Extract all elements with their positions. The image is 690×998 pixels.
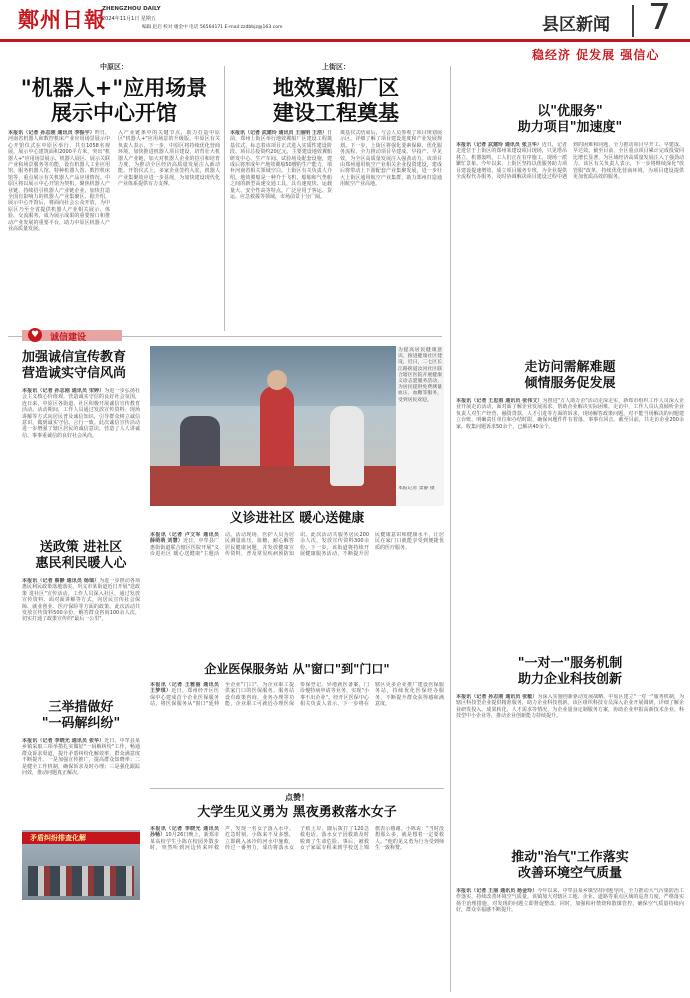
- body-text: 入产业链条中的关键节点，助力打造中原区"机器人+"应用场景的升级版。中原区有关负责人表示，下一步，中原区将持续优化营商环境，加快推进机器人项目建设，培育壮大机器人产业链，加大对机器人企业的招引和培育力度，为推动全区经济高质量发展注入新动能。开馆仪式上，多家企业签约入驻，机器人产业集聚效应进一步显现，为加快建设现代化产业体系提供有力支撑。: [118, 130, 220, 188]
- byline: 本报讯（记者 武建玲 通讯员 王丽明 王浩）: [230, 130, 327, 136]
- handshake-icon: ♥: [28, 328, 42, 342]
- photo-credit: 本报记者 景静 摄: [398, 486, 435, 491]
- story-body-col1: [8, 130, 110, 328]
- byline: 本报讯（记者 孙志刚 通讯员 宋婷）: [22, 388, 105, 394]
- story-title-line1: "一对一"服务机制: [517, 656, 623, 671]
- story-title-line2: 营造诚实守信风尚: [22, 366, 127, 381]
- photo-health-clinic: [150, 346, 396, 506]
- byline: 本报讯（记者 孙志刚 通讯员 张敏）: [456, 694, 538, 700]
- story-body-col1: [230, 130, 332, 328]
- masthead-editors: 编辑 赵启 校对 谢金中 电话 56564171 E-mail:zzdbbjz@163.com: [142, 25, 283, 30]
- story-body: [456, 888, 684, 992]
- byline: 本报讯（记者 卢文军 通讯员 薛萌萌 刘慧）: [150, 532, 219, 545]
- photo-person-red: [260, 386, 294, 476]
- story-kicker: 点赞！: [285, 793, 309, 802]
- slogan: 稳经济 促发展 强信心: [532, 48, 660, 62]
- story-title-line1: "机器人+"应用场景: [20, 76, 208, 100]
- story-body: [456, 694, 684, 824]
- story-policy: [22, 540, 140, 690]
- page-number: 7: [648, 0, 671, 38]
- body-text: 为进一步推动各项惠民利民政策落地落实，巩义市某街道近日开展"送政策 进社区"宣传活动。工作人员深入社区，通过发放宣传资料、面对面讲解等方式，向居民宣传社会保障、就业创业、医疗保险等方面的政策。此次活动共发放宣传资料500余份，解答群众咨询100余人次，切实打通了政策宣传的"最后一公里"。: [22, 578, 140, 623]
- body-text: 近日，记者走进位于上街区的郑州某建设项目现场，只见塔吊林立，机器轰鸣，工人们正在有序施工，现场一派繁忙景象。今年以来，上街区坚持以优服务助力项目建设提速增效，成立项目服务专班，为企业提供全流程代办服务，及时协调解决项目建设过程中遇到的困难和问题，全力推动项目早开工、早建成、早达效。截至目前，全区重点项目累计完成投资同比增长显著，为区域经济高质量发展注入了强劲动力。该区有关负责人表示，下一步将继续深化"放管服"改革，持续优化营商环境，为项目建设提供更加优质高效的服务。: [456, 142, 684, 181]
- photo-person-head: [267, 370, 287, 390]
- story-body-col2: [340, 130, 442, 328]
- story-title-line1: 推动"治气"工作落实: [511, 850, 629, 865]
- story-service: [456, 104, 684, 354]
- story-body: [22, 388, 140, 524]
- body-text: 奠基仪式结束后，与会人员参观了项目规划展示区，详细了解了项目建设进度和产业发展规划。下一步，上街区将强化要素保障，优化服务流程，全力推动项目早建成、早投产、早见效，为全区高质量发展注入强劲动力。该项目由郑州通用航空产业相关企业投资建设，建成后将带动上下游配套产业集聚发展，进一步壮大上街区通用航空产业集群，助力郑州打造通用航空产业高地。: [340, 130, 442, 188]
- section-block: [536, 0, 690, 42]
- story-title-line1: 送政策 进社区: [39, 540, 123, 555]
- story-kicker: 上街区：: [322, 63, 350, 71]
- body-text: 10月26日晚上，新郑市某高校学生小陈在校园外散步时，突然听到河边传来呼救声，发现一名女子落入水中。危急时刻，小陈来不及多想，立即跳入冰冷的河水中施救，经过一番努力，成功将落水女子救上岸，随后拨打了120急救电话。落水女子因救助及时脱离了生命危险。事后，被救女子家属专程来到学校送上锦旗表示感谢。小陈说："当时没想那么多，就是想着一定要救人。"他的见义勇为行为受到师生一致称赞。: [150, 826, 444, 852]
- byline: 本报讯（记者 王思雨 通讯员 张伟文）: [456, 398, 543, 404]
- story-title-line1: 地效翼船厂区: [273, 76, 399, 100]
- story-rescue: [150, 792, 444, 992]
- story-kicker: 中原区：: [100, 63, 128, 71]
- story-kicker: 以"优服务": [537, 104, 603, 119]
- story-title-line2: 惠民利民暖人心: [35, 556, 127, 571]
- byline: 本报讯（记者 王雅丽 通讯员 王梦琪）: [150, 682, 219, 695]
- story-title: 大学生见义勇为 黑夜勇救落水女子: [197, 805, 397, 820]
- body-text: 为推进"万人助万企"活动走深走实，新郑市组织工作人员深入企业开展走访活动，面对面了解企业发展需求，帮助企业解决实际困难。走访中，工作人员认真倾听企业负责人对生产经营、融资贷款、人才引进等方面的诉求，现场解答政策问题，对不能当场解决的问题建立台账，明确责任单位和办结时限，确保问题件件有着落、事事有回音。截至目前，共走访企业200余家，收集问题诉求50余个，已解决40余个。: [456, 398, 684, 430]
- masthead-pinyin: ZHENGZHOU DAILY: [102, 6, 161, 12]
- story-title-line2: 展示中心开馆: [51, 101, 177, 125]
- story-title-line2: 改善环境空气质量: [517, 866, 622, 881]
- photo-people: [28, 866, 134, 896]
- byline: 本报讯（记者 王丽 通讯员 杨金玲）: [456, 888, 538, 894]
- photo-dispute-team: [22, 830, 140, 900]
- story-title-line2: 助力企业科技创新: [517, 672, 622, 687]
- body-text: 近日，中牟县某乡镇采取三项举措扎实做好"一码解纠纷"工作，畅通群众诉求渠道，提升矛盾纠纷化解效率，群众满意度不断提升。一是加强宣传推广，提高群众知晓率；二是健全工作机制，确保诉求及时办理；三是强化跟踪问效，推动问题真正解决。: [22, 738, 140, 777]
- story-body: [22, 578, 140, 688]
- story-body: [150, 826, 444, 992]
- body-text: 昨日，河南省机器人和数控机床产业应用场景展示中心开馆仪式在中原区举行，共有1058名观展。展示中心建筑面积2000平方米，突出"机器人+"应用场景展示、机器人展区、展示关联产业和场景服务等功能，设有机器人工业应用馆、服务机器人馆、特种机器人馆、数控机床馆等，重点展示有关机器人产品应用情况。中原区将以展示中心开馆为契机，聚焦机器人产业链，持续招引机器人产业链企业，加快打造全国有影响力的机器人产业集聚区。据介绍，展示中心开馆后，将面向社会公众开放，为中原区乃至全省提供机器人产业相关展示、体验、交流服务，成为展示成果的重要窗口和推动产业发展的重要平台，助力中原区机器人产业高质量发展。: [8, 130, 110, 233]
- story-shangjie: [230, 62, 442, 332]
- story-title: 助力项目"加速度": [517, 120, 623, 135]
- story-air: [456, 850, 684, 992]
- story-title-line1: 三举措做好: [48, 700, 114, 715]
- story-zhongyuan: [8, 62, 220, 332]
- column-divider: [224, 66, 225, 331]
- banner-title: 诚信建设: [50, 333, 87, 343]
- byline: 本报讯（记者 蔡静 通讯员 杨瑞）: [22, 578, 100, 584]
- body-text: 近日，中牟县广惠街街道联合辖区医院开展"义诊进社区 暖心送健康"主题活动。活动现场，医护人员为居民测量血压、血糖，耐心解答居民健康问题，并发放健康宣传资料，普及常见疾病预防知识。此次活动共服务居民200余人次，发放宣传资料300余份。下一步，该街道将持续开展健康服务活动，不断提升居民健康意识和健康水平，让居民在家门口就能享受到便捷优质的医疗服务。: [150, 532, 444, 558]
- integrity-banner: [22, 327, 132, 345]
- body-text: 近日，郑州经开区医保中心建成首个企业医保服务站，将医保服务从"窗口"延伸至企业"门口"，为企业职工提供家门口的医保服务。服务站设有政策咨询、业务办理等功能，企业职工可就近办理医保参保登记、异地就医备案、门诊慢特病申请等业务，实现"小事不出企业"。经开区医保中心相关负责人表示，下一步将在辖区更多企业推广建设医保服务站，持续优化医保经办服务，不断提升群众获得感和满意度。: [150, 682, 444, 708]
- masthead-rule: [0, 39, 690, 42]
- byline: 本报讯（记者 孙志刚 通讯员 李振宇）: [8, 130, 95, 136]
- newspaper-logo: 鄭州日報: [18, 7, 106, 32]
- byline: 本报讯（记者 李晓光 通讯员 张华）: [22, 738, 105, 744]
- masthead: [0, 0, 690, 42]
- story-body-col2: [118, 130, 220, 328]
- story-dispute: [22, 700, 140, 828]
- column-divider: [450, 66, 451, 992]
- story-title-line2: 倾情服务促发展: [524, 376, 616, 391]
- story-body: [150, 532, 444, 654]
- photo-person-white: [330, 406, 364, 486]
- story-visit: [456, 360, 684, 638]
- story-innovation: [456, 656, 684, 826]
- story-body: [22, 738, 140, 828]
- story-body: [456, 142, 684, 354]
- story-title-line1: 走访问需解难题: [524, 360, 616, 375]
- story-clinic: [150, 510, 444, 655]
- story-title-line2: "一码解纠纷": [41, 716, 121, 731]
- story-body: [456, 398, 684, 634]
- story-title-line2: 建设工程奠基: [273, 101, 399, 125]
- story-insurance: [150, 660, 444, 785]
- byline: 本报讯（记者 武建玲 通讯员 张卫华）: [456, 142, 542, 148]
- byline: 本报讯（记者 李晓光 通讯员 孙畅）: [150, 826, 219, 839]
- photo-banner-text: 矛盾纠纷排查化解: [30, 834, 86, 842]
- section-title: 县区新闻: [542, 15, 610, 35]
- story-title: 义诊进社区 暖心送健康: [229, 511, 365, 526]
- row-divider: [150, 788, 444, 789]
- body-text: 今年以来，中牟县某乡镇坚持问题导向，全力推动大气污染防治工作落实，持续改善环境空气质量。该镇加大对辖区工地、企业、道路等重点区域的巡查力度，严格落实扬尘治理措施，对发现的问题立即督促整改。同时，加强秸秆禁烧和散煤管控，确保空气质量持续向好，群众幸福感不断提升。: [456, 888, 684, 914]
- photo-caption: 为提高居民健康意识，推进健康社区建设，近日，二七区长江路街道汝河社区联合辖区医院开展健康义诊志愿服务活动，为居民提供免费测量血压、血糖等服务，受到居民欢迎。: [398, 348, 442, 403]
- body-text: 为深入实施创新驱动发展战略，中原区建立"一对一"服务机制，为辖区科技型企业提供精准服务，助力企业科技创新。该区组织科技专员深入企业开展调研，详细了解企业研发投入、成果转化、人才需求等情况，为企业量身定制服务方案，协助企业申报高新技术企业、科技型中小企业等，推动企业创新能力持续提升。: [456, 694, 684, 720]
- section-divider: [632, 5, 634, 37]
- story-title-line1: 加强诚信宣传教育: [22, 350, 127, 365]
- body-text: 日前，郑州上街区举行地效翼船厂区建设工程奠基仪式，标志着该项目正式进入实质性建设阶段。项目总投资约20亿元，主要建设地效翼船研发中心、生产车间、试验场及配套设施，建成后将形成年产地效翼船50艘的生产能力，填补河南省相关领域空白。上街区有关负责人介绍，地效翼船是一种介于飞机、船舶和气垫船之间的新型高速交通工具，具有速度快、运载量大、安全性高等特点，广泛应用于客运、货运、应急救援等领域，市场前景十分广阔。: [230, 130, 332, 201]
- photo-caption-box: [396, 346, 444, 506]
- story-title: 企业医保服务站 从"窗口"到"门口": [204, 662, 390, 676]
- masthead-date: 2024年11月1日 星期五: [102, 16, 156, 22]
- body-text: 为进一步弘扬社会主义核心价值观，营造诚实守信的良好社会氛围，连日来，中原区各街道、社区积极开展诚信宣传教育活动。活动期间，工作人员通过发放宣传资料、现场讲解等方式向居民普及诚信知识，引导群众树立诚信意识，做到诚实守信、言行一致。此次诚信宣传活动进一步增强了辖区居民的诚信意识，营造了人人讲诚信、事事重诚信的良好社会风尚。: [22, 388, 140, 439]
- story-integrity: [22, 350, 140, 526]
- story-body: [150, 682, 444, 782]
